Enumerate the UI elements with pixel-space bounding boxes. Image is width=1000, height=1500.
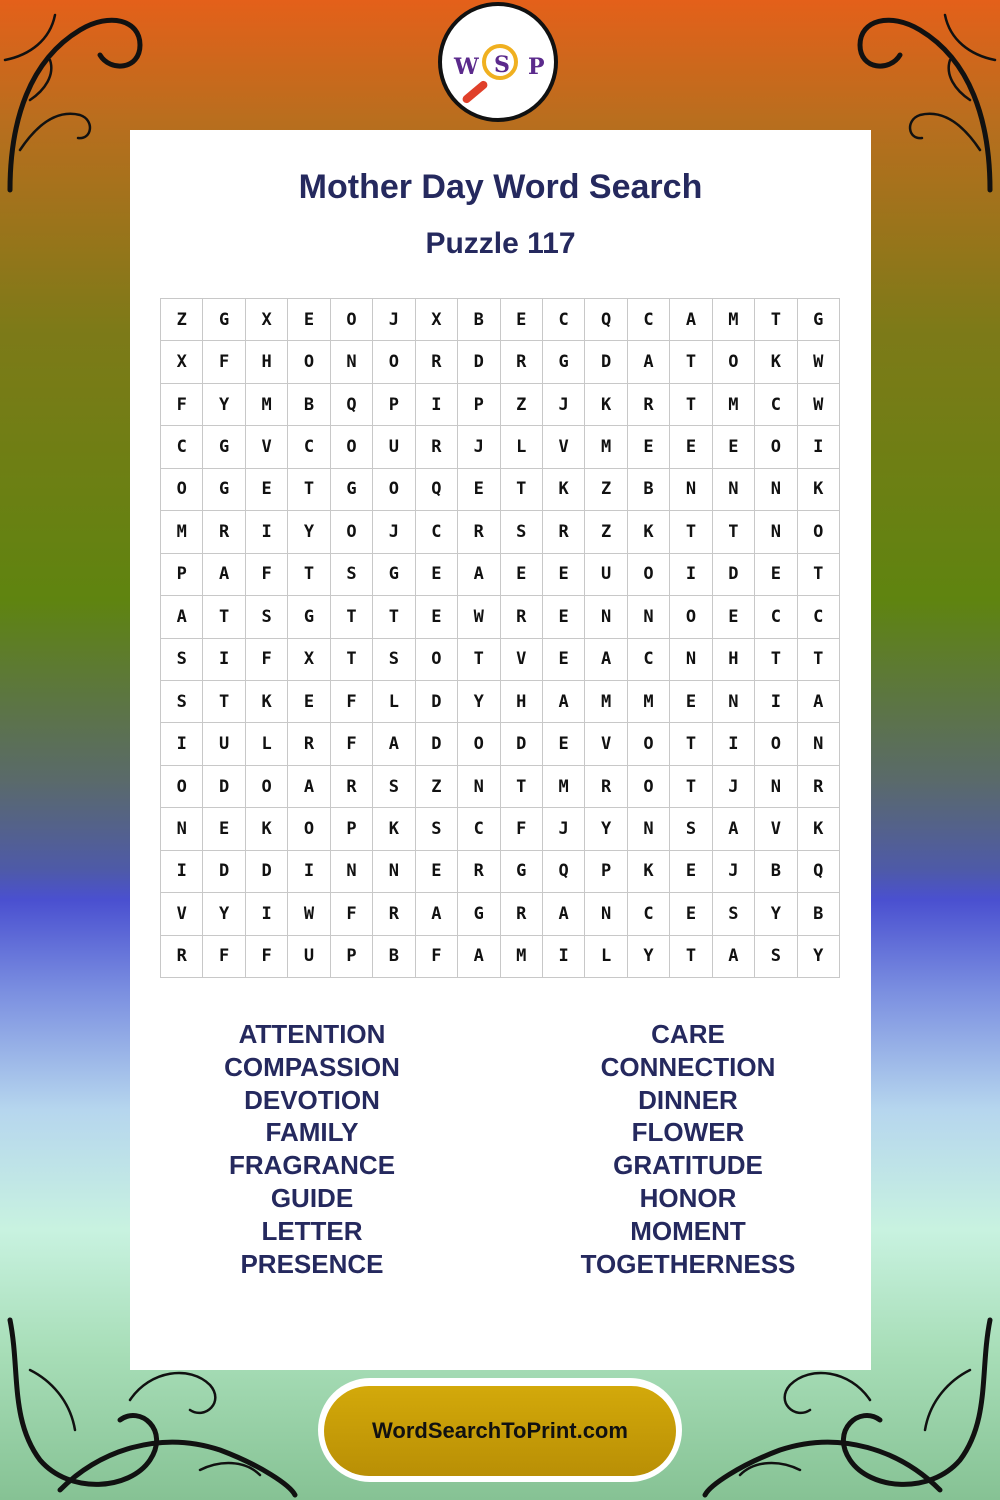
grid-cell[interactable]: F — [246, 936, 288, 978]
grid-cell[interactable]: Y — [203, 384, 245, 426]
grid-cell[interactable]: P — [373, 384, 415, 426]
grid-cell[interactable]: U — [288, 936, 330, 978]
grid-cell[interactable]: K — [798, 469, 840, 511]
letter-grid — [160, 298, 840, 978]
grid-cell[interactable]: J — [713, 851, 755, 893]
grid-cell[interactable]: M — [628, 681, 670, 723]
grid-cell[interactable]: S — [713, 893, 755, 935]
grid-cell[interactable]: Z — [585, 469, 627, 511]
grid-cell[interactable]: R — [585, 766, 627, 808]
grid-cell[interactable]: O — [331, 426, 373, 468]
grid-cell[interactable]: R — [458, 511, 500, 553]
grid-cell[interactable]: J — [373, 299, 415, 341]
grid-cell[interactable]: N — [798, 723, 840, 765]
grid-cell[interactable]: R — [416, 341, 458, 383]
grid-cell[interactable]: E — [246, 469, 288, 511]
grid-cell[interactable]: S — [373, 639, 415, 681]
grid-cell[interactable]: K — [628, 851, 670, 893]
page-title: Mother Day Word Search — [298, 168, 703, 206]
grid-cell[interactable]: O — [628, 766, 670, 808]
grid-cell[interactable]: E — [670, 426, 712, 468]
grid-cell[interactable]: F — [246, 639, 288, 681]
grid-cell[interactable]: A — [416, 893, 458, 935]
grid-cell[interactable]: E — [501, 554, 543, 596]
grid-cell[interactable]: E — [670, 893, 712, 935]
grid-cell[interactable]: M — [713, 299, 755, 341]
grid-cell[interactable]: M — [713, 384, 755, 426]
grid-cell[interactable]: S — [755, 936, 797, 978]
grid-cell[interactable]: M — [585, 681, 627, 723]
grid-cell[interactable]: E — [543, 596, 585, 638]
grid-cell[interactable]: N — [161, 808, 203, 850]
grid-cell[interactable]: J — [543, 808, 585, 850]
grid-cell[interactable]: U — [585, 554, 627, 596]
grid-cell[interactable]: C — [628, 299, 670, 341]
grid-cell[interactable]: T — [501, 469, 543, 511]
grid-cell[interactable]: E — [416, 851, 458, 893]
grid-cell[interactable]: V — [161, 893, 203, 935]
grid-cell[interactable]: G — [501, 851, 543, 893]
grid-cell[interactable]: E — [713, 596, 755, 638]
grid-cell[interactable]: O — [331, 299, 373, 341]
grid-cell[interactable]: G — [373, 554, 415, 596]
grid-cell[interactable]: O — [161, 766, 203, 808]
grid-cell[interactable]: S — [161, 639, 203, 681]
grid-cell[interactable]: N — [585, 893, 627, 935]
grid-cell[interactable]: C — [628, 639, 670, 681]
grid-cell[interactable]: T — [373, 596, 415, 638]
grid-cell[interactable]: K — [373, 808, 415, 850]
grid-cell[interactable]: T — [458, 639, 500, 681]
grid-cell[interactable]: Y — [203, 893, 245, 935]
word-list-item: ATTENTION — [238, 1019, 386, 1049]
word-list-item: FLOWER — [631, 1117, 745, 1148]
grid-cell[interactable]: D — [713, 554, 755, 596]
grid-cell[interactable]: P — [331, 808, 373, 850]
grid-cell[interactable]: D — [203, 851, 245, 893]
grid-cell[interactable]: O — [628, 723, 670, 765]
grid-cell[interactable]: I — [288, 851, 330, 893]
grid-cell[interactable]: F — [501, 808, 543, 850]
grid-cell[interactable]: E — [416, 554, 458, 596]
grid-cell[interactable]: E — [288, 299, 330, 341]
grid-cell[interactable]: O — [670, 596, 712, 638]
grid-cell[interactable]: B — [755, 851, 797, 893]
word-list-item: PRESENCE — [240, 1248, 384, 1279]
grid-cell[interactable]: O — [798, 511, 840, 553]
grid-cell[interactable]: E — [501, 299, 543, 341]
grid-cell[interactable]: C — [543, 299, 585, 341]
grid-cell[interactable]: V — [755, 808, 797, 850]
grid-cell[interactable]: C — [458, 808, 500, 850]
grid-cell[interactable]: B — [373, 936, 415, 978]
grid-cell[interactable]: C — [798, 596, 840, 638]
grid-cell[interactable]: O — [628, 554, 670, 596]
grid-cell[interactable]: J — [543, 384, 585, 426]
grid-cell[interactable]: G — [203, 469, 245, 511]
grid-cell[interactable]: K — [543, 469, 585, 511]
grid-cell[interactable]: M — [246, 384, 288, 426]
grid-cell[interactable]: R — [543, 511, 585, 553]
grid-cell[interactable]: T — [501, 766, 543, 808]
grid-cell[interactable]: I — [161, 851, 203, 893]
grid-cell[interactable]: I — [798, 426, 840, 468]
grid-cell[interactable]: Z — [161, 299, 203, 341]
word-list-item: DEVOTION — [244, 1084, 380, 1115]
grid-cell[interactable]: A — [713, 936, 755, 978]
word-list-item: CARE — [651, 1019, 725, 1049]
grid-cell[interactable]: T — [755, 299, 797, 341]
grid-cell[interactable]: T — [670, 511, 712, 553]
grid-cell[interactable]: G — [458, 893, 500, 935]
grid-cell[interactable]: W — [288, 893, 330, 935]
grid-cell[interactable]: F — [203, 341, 245, 383]
grid-cell[interactable]: I — [543, 936, 585, 978]
grid-cell[interactable]: A — [713, 808, 755, 850]
grid-cell[interactable]: F — [331, 893, 373, 935]
grid-cell[interactable]: L — [246, 723, 288, 765]
grid-cell[interactable]: E — [543, 554, 585, 596]
grid-cell[interactable]: D — [416, 681, 458, 723]
grid-cell[interactable]: F — [416, 936, 458, 978]
grid-cell[interactable]: Y — [458, 681, 500, 723]
grid-cell[interactable]: C — [755, 596, 797, 638]
grid-cell[interactable]: T — [670, 766, 712, 808]
puzzle-card — [130, 130, 871, 1370]
grid-cell[interactable]: I — [203, 639, 245, 681]
grid-cell[interactable]: I — [755, 681, 797, 723]
grid-cell[interactable]: G — [331, 469, 373, 511]
grid-cell[interactable]: I — [670, 554, 712, 596]
grid-cell[interactable]: R — [628, 384, 670, 426]
grid-cell[interactable]: D — [246, 851, 288, 893]
grid-cell[interactable]: X — [416, 299, 458, 341]
grid-cell[interactable]: M — [501, 936, 543, 978]
grid-cell[interactable]: N — [458, 766, 500, 808]
grid-cell[interactable]: B — [628, 469, 670, 511]
grid-cell[interactable]: N — [713, 681, 755, 723]
grid-cell[interactable]: R — [501, 893, 543, 935]
grid-cell[interactable]: S — [670, 808, 712, 850]
grid-cell[interactable]: N — [331, 341, 373, 383]
grid-cell[interactable]: G — [288, 596, 330, 638]
grid-cell[interactable]: N — [755, 469, 797, 511]
grid-cell[interactable]: K — [246, 808, 288, 850]
grid-cell[interactable]: O — [161, 469, 203, 511]
grid-cell[interactable]: F — [161, 384, 203, 426]
grid-cell[interactable]: B — [288, 384, 330, 426]
grid-cell[interactable]: D — [458, 341, 500, 383]
grid-cell[interactable]: T — [713, 511, 755, 553]
grid-cell[interactable]: K — [755, 341, 797, 383]
grid-cell[interactable]: Q — [543, 851, 585, 893]
grid-cell[interactable]: C — [416, 511, 458, 553]
grid-cell[interactable]: S — [501, 511, 543, 553]
grid-cell[interactable]: Z — [501, 384, 543, 426]
grid-cell[interactable]: L — [585, 936, 627, 978]
grid-cell[interactable]: T — [798, 639, 840, 681]
grid-cell[interactable]: A — [203, 554, 245, 596]
grid-cell[interactable]: R — [501, 596, 543, 638]
grid-cell[interactable]: A — [458, 936, 500, 978]
grid-cell[interactable]: P — [585, 851, 627, 893]
grid-cell[interactable]: P — [331, 936, 373, 978]
grid-cell[interactable]: I — [713, 723, 755, 765]
grid-cell[interactable]: T — [798, 554, 840, 596]
grid-cell[interactable]: X — [288, 639, 330, 681]
grid-cell[interactable]: O — [458, 723, 500, 765]
grid-cell[interactable]: E — [670, 851, 712, 893]
grid-cell[interactable]: I — [246, 893, 288, 935]
grid-cell[interactable]: E — [755, 554, 797, 596]
grid-cell[interactable]: T — [670, 936, 712, 978]
grid-cell[interactable]: A — [543, 681, 585, 723]
grid-cell[interactable]: C — [288, 426, 330, 468]
footer-link-label[interactable]: WordSearchToPrint.com — [324, 1386, 676, 1476]
grid-cell[interactable]: O — [288, 341, 330, 383]
word-list-item: CONNECTION — [600, 1051, 776, 1082]
grid-cell[interactable]: K — [628, 511, 670, 553]
grid-cell[interactable]: B — [458, 299, 500, 341]
grid-cell[interactable]: O — [755, 723, 797, 765]
grid-cell[interactable]: E — [288, 681, 330, 723]
grid-cell[interactable]: T — [755, 639, 797, 681]
grid-cell[interactable]: A — [585, 639, 627, 681]
grid-cell[interactable]: P — [161, 554, 203, 596]
grid-cell[interactable]: O — [331, 511, 373, 553]
grid-cell[interactable]: A — [161, 596, 203, 638]
grid-cell[interactable]: D — [585, 341, 627, 383]
grid-cell[interactable]: Z — [585, 511, 627, 553]
grid-cell[interactable]: A — [543, 893, 585, 935]
word-list-item: MOMENT — [630, 1215, 746, 1246]
grid-cell[interactable]: N — [373, 851, 415, 893]
grid-cell[interactable]: S — [416, 808, 458, 850]
word-list-item: DINNER — [638, 1084, 738, 1115]
grid-cell[interactable]: R — [416, 426, 458, 468]
grid-cell[interactable]: C — [161, 426, 203, 468]
grid-cell[interactable]: F — [331, 723, 373, 765]
grid-cell[interactable]: G — [203, 426, 245, 468]
grid-cell[interactable]: R — [798, 766, 840, 808]
word-list-left — [162, 1018, 462, 1280]
grid-cell[interactable]: I — [161, 723, 203, 765]
grid-cell[interactable]: D — [203, 766, 245, 808]
grid-cell[interactable]: E — [416, 596, 458, 638]
grid-cell[interactable]: N — [628, 596, 670, 638]
grid-cell[interactable]: A — [288, 766, 330, 808]
word-list-right — [538, 1018, 838, 1280]
grid-cell[interactable]: Y — [628, 936, 670, 978]
grid-cell[interactable]: E — [203, 808, 245, 850]
footer-link-button[interactable] — [318, 1378, 682, 1482]
grid-cell[interactable]: K — [798, 808, 840, 850]
grid-cell[interactable]: E — [628, 426, 670, 468]
word-list-item: COMPASSION — [224, 1051, 400, 1082]
grid-cell[interactable]: J — [458, 426, 500, 468]
grid-cell[interactable]: N — [713, 469, 755, 511]
grid-cell[interactable]: N — [331, 851, 373, 893]
grid-cell[interactable]: X — [161, 341, 203, 383]
ornament-top-left — [0, 0, 150, 200]
logo-letter-p: P — [528, 54, 545, 80]
grid-cell[interactable]: H — [713, 639, 755, 681]
logo-letter-s: S — [494, 52, 510, 78]
grid-cell[interactable]: T — [670, 384, 712, 426]
grid-cell[interactable]: E — [543, 723, 585, 765]
grid-cell[interactable]: Y — [585, 808, 627, 850]
grid-cell[interactable]: L — [501, 426, 543, 468]
grid-cell[interactable]: O — [755, 426, 797, 468]
grid-cell[interactable]: O — [246, 766, 288, 808]
grid-cell[interactable]: O — [416, 639, 458, 681]
grid-cell[interactable]: O — [288, 808, 330, 850]
grid-cell[interactable]: V — [543, 426, 585, 468]
grid-cell[interactable]: J — [373, 511, 415, 553]
grid-cell[interactable]: X — [246, 299, 288, 341]
ornament-top-right — [850, 0, 1000, 200]
grid-cell[interactable]: M — [543, 766, 585, 808]
grid-cell[interactable]: O — [373, 341, 415, 383]
grid-cell[interactable]: W — [458, 596, 500, 638]
grid-cell[interactable]: Q — [585, 299, 627, 341]
grid-cell[interactable]: C — [755, 384, 797, 426]
word-list-item: HONOR — [639, 1182, 737, 1213]
grid-cell[interactable]: S — [331, 554, 373, 596]
grid-cell[interactable]: P — [458, 384, 500, 426]
grid-cell[interactable]: E — [458, 469, 500, 511]
grid-cell[interactable]: R — [501, 341, 543, 383]
grid-cell[interactable]: G — [203, 299, 245, 341]
grid-cell[interactable]: T — [203, 681, 245, 723]
grid-cell[interactable]: A — [373, 723, 415, 765]
grid-cell[interactable]: F — [331, 681, 373, 723]
site-logo[interactable] — [438, 2, 558, 122]
grid-cell[interactable]: R — [161, 936, 203, 978]
grid-cell[interactable]: H — [246, 341, 288, 383]
grid-cell[interactable]: T — [331, 639, 373, 681]
grid-cell[interactable]: R — [288, 723, 330, 765]
grid-cell[interactable]: U — [373, 426, 415, 468]
grid-cell[interactable]: E — [713, 426, 755, 468]
grid-cell[interactable]: S — [373, 766, 415, 808]
grid-cell[interactable]: W — [798, 341, 840, 383]
grid-cell[interactable]: Y — [798, 936, 840, 978]
grid-cell[interactable]: Q — [331, 384, 373, 426]
grid-cell[interactable]: M — [161, 511, 203, 553]
grid-cell[interactable]: T — [288, 554, 330, 596]
grid-cell[interactable]: I — [416, 384, 458, 426]
grid-cell[interactable]: N — [628, 808, 670, 850]
puzzle-number: Puzzle 117 — [425, 227, 576, 260]
grid-cell[interactable]: G — [798, 299, 840, 341]
grid-cell[interactable]: L — [373, 681, 415, 723]
word-list-item: FRAGRANCE — [228, 1150, 396, 1181]
grid-cell[interactable]: R — [331, 766, 373, 808]
grid-cell[interactable]: T — [288, 469, 330, 511]
grid-cell[interactable]: A — [798, 681, 840, 723]
word-list-item: TOGETHERNESS — [580, 1248, 796, 1279]
grid-cell[interactable]: U — [203, 723, 245, 765]
grid-cell[interactable]: R — [203, 511, 245, 553]
grid-cell[interactable]: S — [246, 596, 288, 638]
grid-cell[interactable]: Z — [416, 766, 458, 808]
grid-cell[interactable]: J — [713, 766, 755, 808]
grid-cell[interactable]: Q — [798, 851, 840, 893]
logo-letter-w: W — [454, 54, 479, 80]
grid-cell[interactable]: V — [585, 723, 627, 765]
grid-cell[interactable]: G — [543, 341, 585, 383]
grid-cell[interactable]: F — [246, 554, 288, 596]
grid-cell[interactable]: Q — [416, 469, 458, 511]
grid-cell[interactable]: N — [670, 639, 712, 681]
grid-cell[interactable]: A — [458, 554, 500, 596]
grid-cell[interactable]: W — [798, 384, 840, 426]
grid-cell[interactable]: N — [755, 511, 797, 553]
grid-cell[interactable]: I — [246, 511, 288, 553]
word-list-item: LETTER — [261, 1215, 363, 1246]
grid-cell[interactable]: N — [585, 596, 627, 638]
grid-cell[interactable]: A — [670, 299, 712, 341]
grid-cell[interactable]: B — [798, 893, 840, 935]
grid-cell[interactable]: D — [501, 723, 543, 765]
grid-cell[interactable]: K — [246, 681, 288, 723]
grid-cell[interactable]: R — [458, 851, 500, 893]
grid-cell[interactable]: V — [246, 426, 288, 468]
grid-cell[interactable]: T — [670, 723, 712, 765]
grid-cell[interactable]: E — [670, 681, 712, 723]
grid-cell[interactable]: C — [628, 893, 670, 935]
grid-cell[interactable]: O — [373, 469, 415, 511]
grid-cell[interactable]: Y — [755, 893, 797, 935]
grid-cell[interactable]: Y — [288, 511, 330, 553]
word-list-item: GRATITUDE — [613, 1150, 763, 1181]
grid-cell[interactable]: H — [501, 681, 543, 723]
grid-cell[interactable]: S — [161, 681, 203, 723]
grid-cell[interactable]: R — [373, 893, 415, 935]
word-list-item: GUIDE — [270, 1182, 354, 1213]
grid-cell[interactable]: T — [331, 596, 373, 638]
grid-cell[interactable]: N — [755, 766, 797, 808]
grid-cell[interactable]: V — [501, 639, 543, 681]
grid-cell[interactable]: O — [713, 341, 755, 383]
grid-cell[interactable]: D — [416, 723, 458, 765]
grid-cell[interactable]: F — [203, 936, 245, 978]
grid-cell[interactable]: T — [670, 341, 712, 383]
grid-cell[interactable]: K — [585, 384, 627, 426]
word-list-item: FAMILY — [265, 1117, 359, 1148]
grid-cell[interactable]: A — [628, 341, 670, 383]
grid-cell[interactable]: E — [543, 639, 585, 681]
grid-cell[interactable]: T — [203, 596, 245, 638]
grid-cell[interactable]: N — [670, 469, 712, 511]
grid-cell[interactable]: M — [585, 426, 627, 468]
